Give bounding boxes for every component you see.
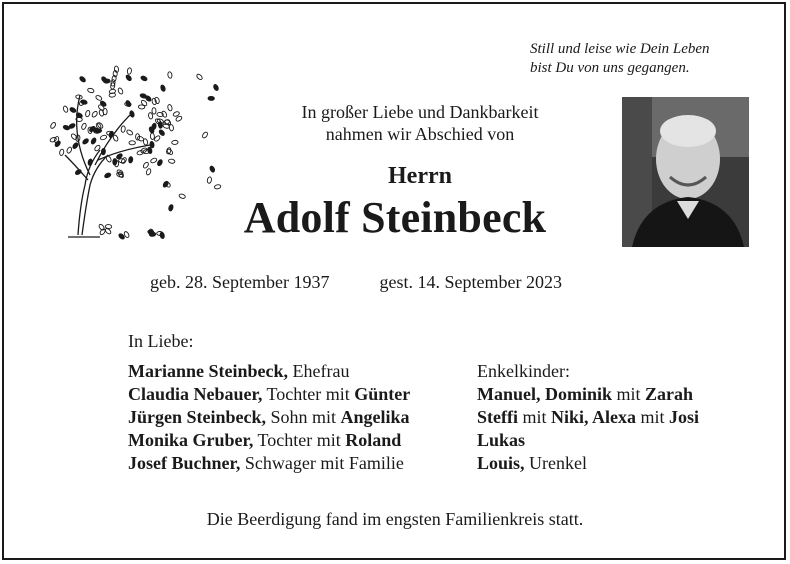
leaf	[82, 138, 89, 145]
leaf	[63, 106, 69, 113]
leaf	[168, 204, 174, 211]
leaf	[100, 134, 107, 140]
leaf	[88, 159, 93, 166]
grandchildren-line-1: Manuel, Dominik mit Zarah	[477, 384, 694, 404]
leaf	[150, 157, 158, 163]
leaf	[143, 138, 148, 145]
leaf	[87, 88, 94, 94]
family-list-right	[477, 360, 699, 475]
leaf	[59, 149, 64, 156]
leaf	[151, 98, 156, 105]
leaf	[151, 123, 157, 130]
leaf	[112, 134, 118, 142]
leaf	[72, 142, 79, 150]
leaf	[168, 159, 175, 164]
closing-statement: Die Beerdigung fand im engsten Familienkreis statt.	[206, 509, 584, 529]
leaf	[113, 159, 117, 166]
leaf	[85, 110, 91, 117]
leaf	[128, 156, 133, 163]
family-list-left	[128, 360, 410, 475]
leaf	[160, 84, 166, 91]
family-line-5: Josef Buchner, Schwager mit Familie	[128, 453, 404, 473]
leaf	[207, 177, 212, 184]
leaf	[127, 68, 132, 75]
leaf	[157, 159, 164, 167]
leaf	[105, 155, 112, 163]
family-line-4: Monika Gruber, Tochter mit Roland	[128, 430, 402, 450]
leaf	[152, 108, 156, 114]
leaf	[91, 110, 98, 118]
leaf	[81, 123, 87, 130]
leaf	[149, 232, 156, 237]
leaf	[129, 110, 135, 117]
leaf	[80, 99, 87, 105]
verse-line-1: Still und leise wie Dein Leben	[530, 41, 710, 57]
leaf	[68, 123, 76, 130]
intro-line-1: In großer Liebe und Dankbarkeit	[301, 102, 539, 122]
leaf	[129, 141, 135, 145]
leaf	[213, 84, 219, 92]
leaf	[163, 123, 170, 129]
leaf	[169, 124, 174, 131]
deceased-name: Adolf Steinbeck	[243, 193, 547, 242]
leaf	[140, 75, 148, 81]
leaf	[99, 100, 107, 107]
leaf	[166, 148, 173, 155]
leaf	[140, 99, 147, 106]
leaf	[208, 96, 214, 100]
life-dates	[150, 272, 562, 293]
leaf	[150, 133, 155, 140]
family-line-1: Marianne Steinbeck, Ehefrau	[128, 361, 350, 381]
memorial-verse	[530, 40, 710, 78]
leaf	[90, 137, 97, 145]
leaf	[101, 148, 105, 155]
leaf	[117, 87, 123, 95]
portrait-photo	[622, 97, 749, 247]
leaf	[79, 76, 86, 83]
grandchildren-line-3: Lukas	[477, 430, 526, 450]
grandchildren-label: Enkelkinder:	[477, 361, 570, 381]
leaf	[125, 74, 132, 81]
leaf	[69, 107, 77, 114]
leaf	[95, 129, 102, 134]
leaf	[167, 104, 173, 111]
leaf	[121, 126, 126, 133]
leaf	[104, 79, 111, 84]
leaf	[66, 146, 72, 154]
great-grandchild-line: Louis, Urenkel	[477, 453, 588, 473]
leaf	[196, 73, 203, 80]
leaf	[120, 157, 127, 165]
leaf	[158, 129, 165, 136]
leaf	[202, 131, 209, 139]
leaf	[95, 95, 103, 102]
leaf	[167, 72, 172, 79]
verse-line-2: bist Du von uns gegangen.	[530, 60, 690, 76]
leaf	[50, 122, 57, 130]
in-love-label: In Liebe:	[128, 331, 194, 351]
leaf	[104, 172, 111, 178]
leaf	[142, 161, 149, 169]
grandchildren-line-2: Steffi mit Niki, Alexa mit Josi	[477, 407, 700, 427]
salutation: Herrn	[388, 163, 452, 189]
leaf	[75, 169, 83, 176]
leaf	[49, 137, 56, 143]
leaf	[172, 140, 179, 145]
leaf	[146, 168, 152, 175]
death-date: gest. 14. September 2023	[379, 272, 562, 292]
intro-line-2: nahmen wir Abschied von	[325, 124, 515, 144]
family-line-2: Claudia Nebauer, Tochter mit Günter	[128, 384, 411, 404]
leaf	[214, 184, 221, 189]
leaf	[126, 129, 134, 136]
family-line-3: Jürgen Steinbeck, Sohn mit Angelika	[128, 407, 410, 427]
leaf	[140, 93, 147, 99]
birth-date: geb. 28. September 1937	[150, 272, 330, 292]
leaf	[105, 224, 112, 228]
leaf	[154, 97, 160, 104]
leaf	[209, 165, 215, 173]
intro-text	[230, 101, 610, 145]
